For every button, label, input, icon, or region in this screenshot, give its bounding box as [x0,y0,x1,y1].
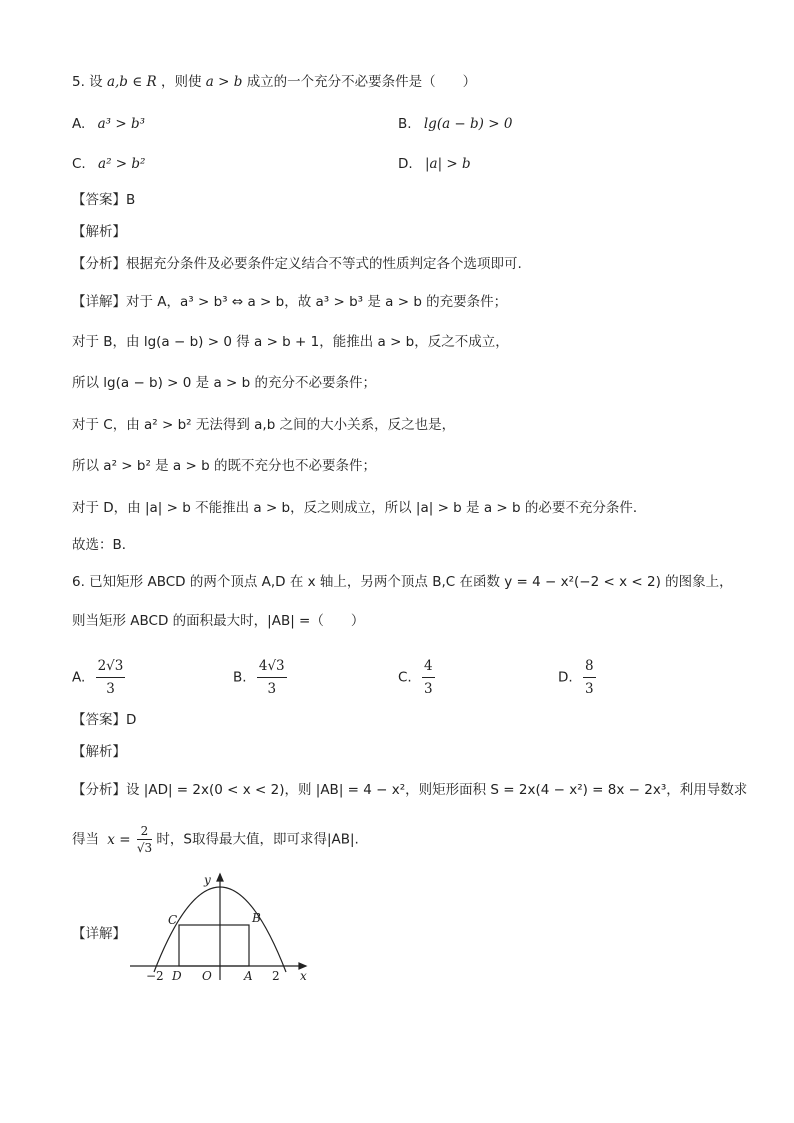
q5-answer: 【答案】B [72,192,136,208]
q6-detail-head: 【详解】 [72,926,126,942]
option-fraction [583,656,596,699]
q5-fenxi: 【分析】根据充分条件及必要条件定义结合不等式的性质判定各个选项即可. [72,256,522,272]
y-axis-label: y [204,873,211,887]
q6-stem-line1: 6. 已知矩形 ABCD 的两个顶点 A,D 在 x 轴上，另两个顶点 B,C 在函数 y = 4 − x²(−2 < x < 2) 的图象上， [72,574,733,590]
q6-fenxi2-text: 得当 [72,831,99,848]
x-var: x = [107,831,131,848]
q5-detail-line: 对于 D，由 |a| > b 不能推出 a > b，反之则成立，所以 |a| > b 是 a > b 的必要不充分条件． [72,500,647,516]
q5-cond: a > b [205,74,243,90]
option-label: D. [558,669,573,686]
origin-label: O [202,969,212,983]
option-label: D. [398,156,413,172]
q6-fenxi-line2 [72,824,359,855]
q6-analysis-head: 【解析】 [72,744,126,760]
point-d-label: D [172,969,182,983]
option-label: A. [72,669,86,686]
q5-detail-line: 所以 lg(a − b) > 0 是 a > b 的充分不必要条件； [72,375,376,391]
fraction-numerator: 4√3 [257,656,287,678]
q5-detail-line: 故选：B． [72,537,136,553]
q5-stem-part: ，则使 [161,74,202,90]
option-expr: |a| > b [424,156,471,172]
q5-analysis-head: 【解析】 [72,224,126,240]
q6-fenxi2-fraction [137,824,152,855]
option-expr: lg(a − b) > 0 [423,116,513,132]
q6-fenxi2-text: 时，S取得最大值，即可求得|AB|. [156,831,359,848]
fraction-numerator: 4 [422,656,435,678]
q5-option-c [72,154,145,174]
option-label: C. [72,156,86,172]
q5-option-a [72,114,145,134]
q6-answer: 【答案】D [72,712,137,728]
fraction-denominator: 3 [584,681,594,697]
option-expr: a³ > b³ [97,116,146,132]
option-label: B. [233,669,247,686]
option-expr: a² > b² [98,156,146,172]
tick-2-label: 2 [272,969,280,983]
option-fraction [422,656,435,699]
fraction-numerator: 2√3 [96,656,126,678]
option-fraction [96,656,126,699]
fraction-denominator: √3 [136,841,153,855]
parabola-graph [124,868,324,988]
q5-detail-line: 所以 a² > b² 是 a > b 的既不充分也不必要条件； [72,458,376,474]
point-a-label: A [244,969,253,983]
rectangle-abcd [179,925,249,966]
q5-stem-part: 成立的一个充分不必要条件是（ ） [246,74,477,90]
q6-option-a [72,656,125,699]
fraction-denominator: 3 [267,681,277,697]
q6-option-d [558,656,596,699]
q6-stem-line2: 则当矩形 ABCD 的面积最大时，|AB| =（ ） [72,613,365,629]
x-axis-label: x [300,969,307,983]
point-b-label: B [252,911,261,925]
option-label: C. [398,669,412,686]
option-label: A. [72,116,86,132]
fraction-numerator: 2 [137,824,152,840]
fraction-numerator: 8 [583,656,596,678]
q5-detail-line: 对于 B，由 lg(a − b) > 0 得 a > b + 1，能推出 a > b，反之不成立， [72,334,509,350]
q5-option-b [398,114,512,134]
option-label: B. [398,116,412,132]
option-fraction [257,656,287,699]
fraction-denominator: 3 [424,681,433,697]
q5-option-d [398,154,471,174]
q5-detail-line: 【详解】对于 A，a³ > b³ ⇔ a > b，故 a³ > b³ 是 a > b 的充要条件； [72,294,508,310]
y-axis-arrow [217,874,223,881]
q5-stem-part: 5. 设 [72,74,103,90]
tick-neg2-label: −2 [146,969,164,983]
q6-fenxi: 【分析】设 |AD| = 2x(0 < x < 2)，则 |AB| = 4 − x²，则矩形面积 S = 2x(4 − x²) = 8x − 2x³，利用导数求 [72,782,748,798]
q6-option-b [233,656,287,699]
q5-set: a,b ∈ R [106,74,157,90]
q5-detail-line: 对于 C，由 a² > b² 无法得到 a,b 之间的大小关系，反之也是， [72,417,456,433]
q5-stem [72,72,476,92]
fraction-denominator: 3 [106,681,115,697]
point-c-label: C [168,913,178,927]
q6-option-c [398,656,435,699]
